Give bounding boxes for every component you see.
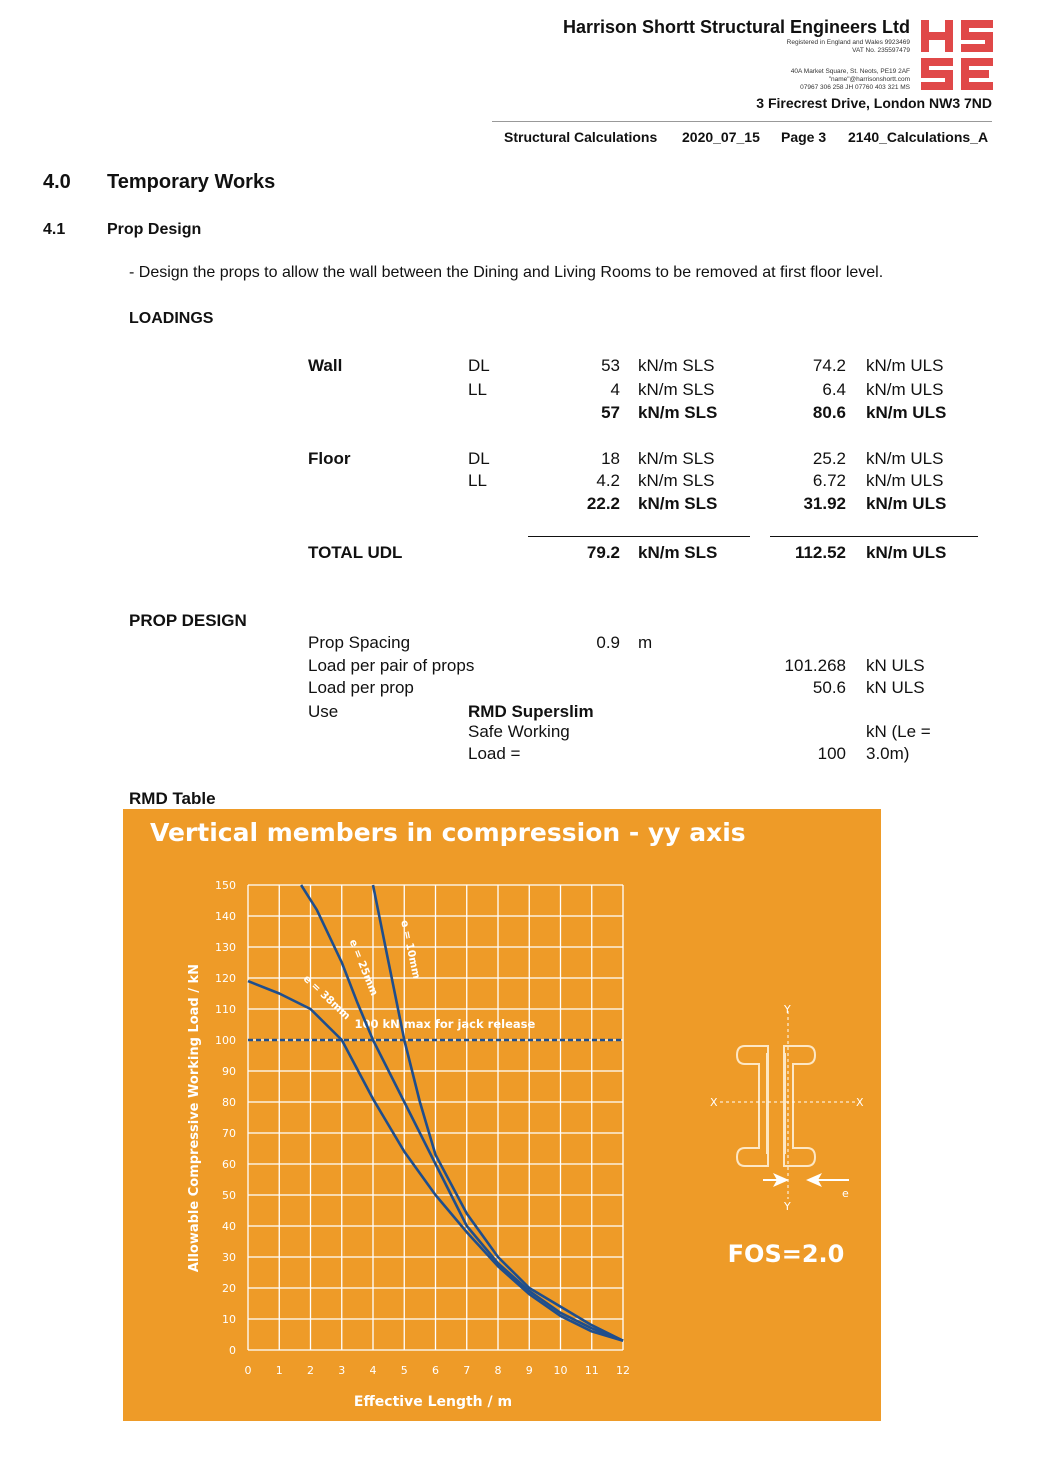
total-udl-label: TOTAL UDL xyxy=(308,543,403,562)
uls-value: 74.2 xyxy=(812,356,846,375)
sls-unit: kN/m SLS xyxy=(638,380,715,399)
use-label: Use xyxy=(308,702,339,721)
pair-load-label: Load per pair of props xyxy=(308,656,475,675)
prop-spacing-value: 0.9 xyxy=(596,633,620,652)
y-tick-label: 20 xyxy=(222,1282,236,1295)
y-tick-label: 90 xyxy=(222,1065,236,1078)
header-divider xyxy=(492,121,992,122)
uls-value: 25.2 xyxy=(812,449,846,468)
prop-load-value: 50.6 xyxy=(812,678,846,697)
site-address: 3 Firecrest Drive, London NW3 7ND xyxy=(756,95,992,111)
sls-unit: kN/m SLS xyxy=(638,494,718,513)
series-line-e-25mm xyxy=(301,885,623,1341)
swl-label: Load = xyxy=(468,744,521,763)
floor-label: Floor xyxy=(308,449,351,468)
section-title: Temporary Works xyxy=(107,171,276,193)
subsection-title: Prop Design xyxy=(107,221,202,238)
fos-label: FOS=2.0 xyxy=(727,1240,845,1268)
uls-unit: kN/m ULS xyxy=(866,380,944,399)
prop-design-heading: PROP DESIGN xyxy=(129,611,247,630)
total-udl-uls: 112.52 xyxy=(794,543,846,562)
phone-text: 07967 306 258 JH 07760 403 321 MS xyxy=(800,84,910,91)
x-tick-label: 9 xyxy=(525,1364,533,1377)
load-code: LL xyxy=(468,471,487,490)
office-address: 40A Market Square, St. Neots, PE19 2AF xyxy=(790,68,910,75)
uls-unit: kN/m ULS xyxy=(866,471,944,490)
eccentricity-arrows xyxy=(763,1173,849,1187)
intro-text: - Design the props to allow the wall between the Dining and Living Rooms to be removed at first floor level. xyxy=(129,264,884,281)
wall-label: Wall xyxy=(308,356,343,375)
company-name: Harrison Shortt Structural Engineers Ltd xyxy=(562,17,910,37)
y-tick-label: 130 xyxy=(215,941,236,954)
uls-unit: kN/m ULS xyxy=(866,494,947,513)
email-text: "name"@harrisonshortt.com xyxy=(828,76,910,83)
uls-total-rule xyxy=(770,536,978,537)
diagram-y-label: Y xyxy=(784,1003,791,1016)
x-tick-label: 4 xyxy=(369,1364,377,1377)
rmd-chart xyxy=(123,809,881,1421)
x-axis-label: Effective Length / m xyxy=(353,1394,513,1410)
y-tick-label: 10 xyxy=(222,1313,236,1326)
total-udl-sls: 79.2 xyxy=(586,543,620,562)
prop-product: RMD Superslim xyxy=(468,702,594,721)
sls-total: 22.2 xyxy=(586,494,620,513)
x-tick-label: 5 xyxy=(400,1364,408,1377)
y-tick-label: 100 xyxy=(215,1034,236,1047)
y-tick-label: 110 xyxy=(215,1003,236,1016)
load-code: DL xyxy=(468,449,490,468)
sls-unit: kN/m SLS xyxy=(638,356,715,375)
registration-text: Registered in England and Wales 9923469 xyxy=(786,39,910,46)
uls-unit: kN/m ULS xyxy=(866,449,944,468)
x-tick-label: 12 xyxy=(616,1364,630,1377)
sls-value: 4.2 xyxy=(596,471,620,490)
swl-value: 100 xyxy=(817,744,846,763)
doc-reference: 2140_Calculations_A xyxy=(848,129,989,145)
rmd-table-label: RMD Table xyxy=(129,789,216,808)
diagram-y-label: Y xyxy=(784,1200,791,1213)
y-tick-label: 80 xyxy=(222,1096,236,1109)
y-tick-label: 70 xyxy=(222,1127,236,1140)
sls-unit: kN/m SLS xyxy=(638,403,718,422)
x-tick-label: 7 xyxy=(463,1364,471,1377)
prop-section-diagram xyxy=(737,1046,815,1166)
x-tick-label: 0 xyxy=(244,1364,252,1377)
prop-load-label: Load per prop xyxy=(308,678,414,697)
load-code: LL xyxy=(468,380,487,399)
y-tick-label: 0 xyxy=(229,1344,236,1357)
eccentricity-label: e xyxy=(842,1187,849,1200)
subsection-number: 4.1 xyxy=(43,221,66,238)
swl-unit: 3.0m) xyxy=(866,744,910,763)
prop-spacing-label: Prop Spacing xyxy=(308,633,411,652)
series-label: e = 38mm xyxy=(300,972,353,1023)
y-tick-label: 40 xyxy=(222,1220,236,1233)
y-tick-label: 30 xyxy=(222,1251,236,1264)
y-tick-label: 50 xyxy=(222,1189,236,1202)
pair-load-value: 101.268 xyxy=(784,656,846,675)
vat-text: VAT No. 235597479 xyxy=(852,47,910,54)
pair-load-unit: kN ULS xyxy=(866,656,925,675)
x-tick-label: 2 xyxy=(307,1364,314,1377)
uls-unit: kN/m ULS xyxy=(866,356,944,375)
x-tick-label: 3 xyxy=(338,1364,346,1377)
loadings-heading: LOADINGS xyxy=(129,310,214,327)
uls-total: 31.92 xyxy=(803,494,846,513)
prop-load-unit: kN ULS xyxy=(866,678,925,697)
diagram-x-label: X xyxy=(856,1096,864,1109)
series-label: e = 25mm xyxy=(346,937,381,998)
load-code: DL xyxy=(468,356,490,375)
uls-value: 6.72 xyxy=(812,471,846,490)
doc-date: 2020_07_15 xyxy=(682,129,760,145)
chart-title: Vertical members in compression - yy axis xyxy=(150,818,746,847)
uls-value: 6.4 xyxy=(822,380,846,399)
chart-svg xyxy=(123,809,881,1421)
x-tick-label: 6 xyxy=(432,1364,439,1377)
y-tick-label: 120 xyxy=(215,972,236,985)
y-tick-label: 150 xyxy=(215,879,236,892)
sls-value: 53 xyxy=(601,356,620,375)
doc-type: Structural Calculations xyxy=(504,129,658,145)
sls-value: 18 xyxy=(601,449,620,468)
sls-value: 4 xyxy=(610,380,620,399)
uls-unit: kN/m ULS xyxy=(866,543,947,562)
uls-total: 80.6 xyxy=(812,403,846,422)
y-tick-label: 60 xyxy=(222,1158,236,1171)
jack-release-label: 100 kN max for jack release xyxy=(354,1017,536,1031)
sls-unit: kN/m SLS xyxy=(638,471,715,490)
hsse-logo xyxy=(921,20,993,90)
x-tick-label: 11 xyxy=(584,1364,599,1377)
sls-unit: kN/m SLS xyxy=(638,543,718,562)
x-tick-label: 8 xyxy=(494,1364,502,1377)
prop-spacing-unit: m xyxy=(638,633,653,652)
diagram-x-label: X xyxy=(710,1096,718,1109)
page-number: Page 3 xyxy=(781,129,827,145)
section-number: 4.0 xyxy=(43,171,71,193)
sls-unit: kN/m SLS xyxy=(638,449,715,468)
series-label: e = 10mm xyxy=(398,919,423,980)
uls-unit: kN/m ULS xyxy=(866,403,947,422)
swl-label: Safe Working xyxy=(468,722,570,741)
x-tick-label: 1 xyxy=(275,1364,283,1377)
sls-total-rule xyxy=(528,536,750,537)
sls-total: 57 xyxy=(601,403,620,422)
swl-unit: kN (Le = xyxy=(866,722,931,741)
x-tick-label: 10 xyxy=(553,1364,568,1377)
y-axis-label: Allowable Compressive Working Load / kN xyxy=(187,963,202,1273)
y-tick-label: 140 xyxy=(215,910,236,923)
